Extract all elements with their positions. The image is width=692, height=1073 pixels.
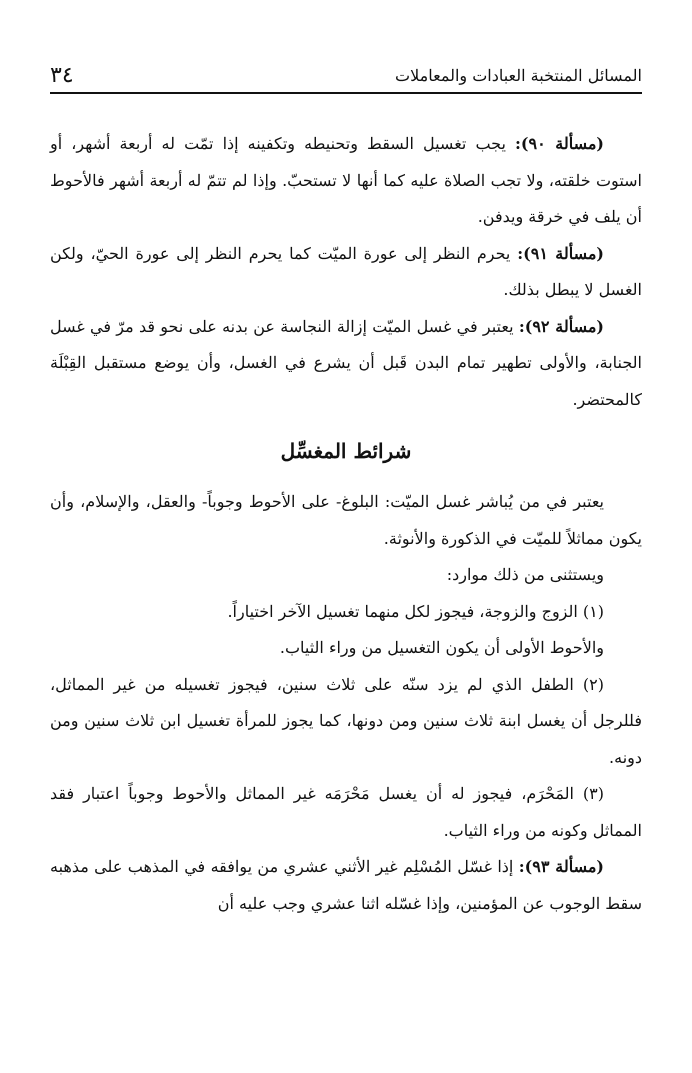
conditions-intro: يعتبر في من يُباشر غسل الميّت: البلوغ- على الأحوط وجوباً- والعقل، والإسلام، وأن يكون مماثلاً للميّت في الذكورة والأنوثة. <box>50 492 642 548</box>
issue-93-label: (مسألة ٩٣): <box>518 857 605 876</box>
running-title: المسائل المنتخبة العبادات والمعاملات <box>395 65 642 85</box>
page-number: ٣٤ <box>50 62 74 88</box>
issue-93-text: إذا غسّل المُسْلِم غير الأثني عشري من يوافقه في المذهب على مذهبه سقط الوجوب عن المؤمنين، وإذا غسّله اثنا عشري وجب عليه أن <box>50 857 642 913</box>
issue-92-text: يعتبر في غسل الميّت إزالة النجاسة عن بدنه على نحو قد مرّ في غسل الجنابة، والأولى تطهير تمام البدن قَبل أن يشرع في الغسل، وأن يوضع مستقبل القِبْلَة كالمحتضر. <box>50 316 642 409</box>
issue-92-label: (مسألة ٩٢): <box>518 316 605 336</box>
issue-91 <box>50 236 642 309</box>
issue-93 <box>50 849 642 922</box>
exception-item-3: (٣) المَحْرَم، فيجوز له أن يغسل مَحْرَمَه غير المماثل والأحوط وجوباً اعتبار فقد المماثل وكونه من وراء الثياب. <box>50 784 642 840</box>
exception-item-2: (٢) الطفل الذي لم يزد سنّه على ثلاث سنين، فيجوز تغسيله من غير المماثل، فللرجل أن يغسل ابنة ثلاث سنين ومن دونها، كما يجوز للمرأة تغسيل ابن ثلاث سنين ومن دونه. <box>50 674 642 767</box>
exception-item-1-note: والأحوط الأولى أن يكون التغسيل من وراء الثياب. <box>279 638 604 657</box>
issue-90-text: يجب تغسيل السقط وتحنيطه وتكفينه إذا تمّت له أربعة أشهر، أو استوت خلقته، ولا تجب الصلاة عليه كما أنها لا تستحبّ. وإذا لم تتمّ له أربعة أشهر فالأحوط أن يلف في خرقة ويدفن. <box>50 134 642 226</box>
issue-90-label: (مسألة ٩٠): <box>515 134 604 153</box>
section-heading: شرائط المغسِّل <box>280 439 412 463</box>
issue-90 <box>50 126 642 236</box>
page-body <box>50 126 642 922</box>
issue-92 <box>50 309 642 419</box>
exceptions-intro: ويستثنى من ذلك موارد: <box>446 565 604 584</box>
page-header <box>50 58 642 94</box>
issue-91-label: (مسألة ٩١): <box>517 243 605 263</box>
exception-item-1: (١) الزوج والزوجة، فيجوز لكل منهما تغسيل الآخر اختياراً. <box>227 601 604 621</box>
issue-91-text: يحرم النظر إلى عورة الميّت كما يحرم النظر إلى عورة الحيّ، ولكن الغسل لا يبطل بذلك. <box>50 243 642 299</box>
